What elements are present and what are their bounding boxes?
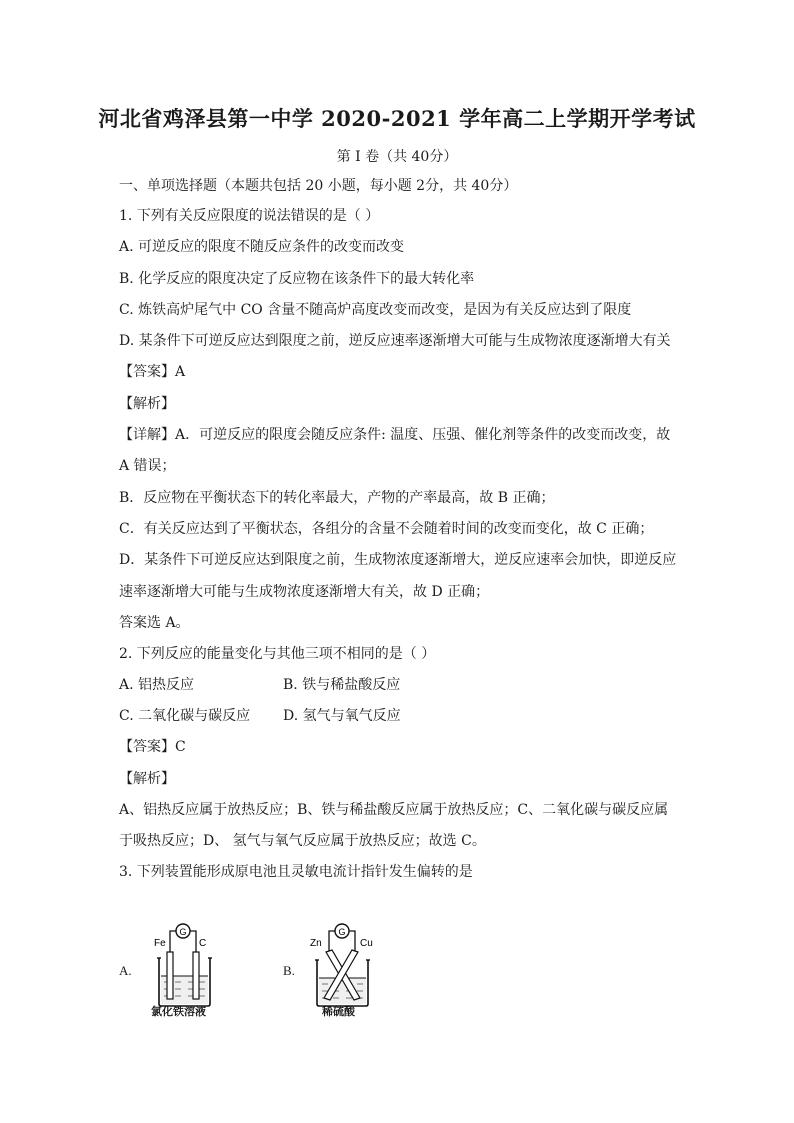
q3-figure-a-solution: 氯化铁溶液 [151, 1006, 206, 1018]
fe-electrode [167, 952, 173, 999]
q1-explanation-line: 答案选 A。 [119, 615, 190, 631]
q3-figure-b-solution: 稀硫酸 [322, 1006, 355, 1018]
q2-answer: 【答案】C [119, 739, 186, 755]
q1-explanation-line: D．某条件下可逆反应达到限度之前，生成物浓度逐渐增大，逆反应速率会加快，即逆反应 [119, 552, 677, 568]
q2-explanation-line: A、铝热反应属于放热反应；B、铁与稀盐酸反应属于放热反应；C、二氧化碳与碳反应属 [119, 802, 669, 818]
q1-stem: 1. 下列有关反应限度的说法错误的是（ ） [119, 208, 380, 224]
q1-answer: 【答案】A [119, 364, 186, 380]
exam-subtitle: 第 I 卷（共 40分） [336, 149, 458, 165]
q1-analysis-label: 【解析】 [119, 396, 175, 412]
right-electrode-label: Cu [360, 938, 373, 949]
q1-option-c: C. 炼铁高炉尾气中 CO 含量不随高炉高度改变而改变，是因为有关反应达到了限度 [119, 302, 632, 318]
q2-option-c: C. 二氧化碳与碳反应 [119, 708, 251, 724]
q3-stem: 3. 下列装置能形成原电池且灵敏电流计指针发生偏转的是 [119, 864, 473, 880]
q1-explanation-line: A 错误； [119, 458, 176, 474]
q1-option-d: D. 某条件下可逆反应达到限度之前，逆反应速率逐渐增大可能与生成物浓度逐渐增大有关 [119, 333, 671, 349]
q2-stem: 2. 下列反应的能量变化与其他三项不相同的是（ ） [119, 646, 436, 662]
q1-option-a: A. 可逆反应的限度不随反应条件的改变而改变 [119, 239, 405, 255]
right-electrode-label: C [199, 938, 207, 949]
left-electrode-label: Fe [154, 938, 166, 949]
q2-option-a: A. 铝热反应 [119, 677, 195, 693]
q3-figure-a-option: A. [119, 963, 132, 978]
q1-explanation-line: B．反应物在平衡状态下的转化率最大，产物的产率最高，故 B 正确； [119, 490, 555, 506]
left-electrode-label: Zn [310, 938, 322, 949]
q2-explanation-line: 于吸热反应；D、 氢气与氧气反应属于放热反应；故选 C。 [119, 833, 486, 849]
q1-explanation-line: 速率逐渐增大可能与生成物浓度逐渐增大有关，故 D 正确； [119, 584, 490, 600]
q1-option-b: B. 化学反应的限度决定了反应物在该条件下的最大转化率 [119, 271, 475, 287]
c-electrode [193, 952, 199, 999]
q2-option-d: D. 氢气与氧气反应 [283, 708, 401, 724]
galvanometer-label: G [338, 927, 346, 937]
q2-option-b: B. 铁与稀盐酸反应 [283, 677, 401, 693]
q1-explanation-line: C．有关反应达到了平衡状态，各组分的含量不会随着时间的改变而变化，故 C 正确； [119, 521, 654, 537]
q3-figure-b-option: B. [283, 963, 295, 978]
section-heading: 一、单项选择题（本题共包括 20 小题，每小题 2分，共 40分） [119, 178, 518, 194]
galvanometer-label: G [179, 927, 187, 937]
exam-title: 河北省鸡泽县第一中学 2020-2021 学年高二上学期开学考试 [98, 106, 696, 131]
q1-explanation-line: 【详解】A．可逆反应的限度会随反应条件: 温度、压强、催化剂等条件的改变而改变，故 [119, 427, 671, 443]
q2-analysis-label: 【解析】 [119, 771, 175, 787]
